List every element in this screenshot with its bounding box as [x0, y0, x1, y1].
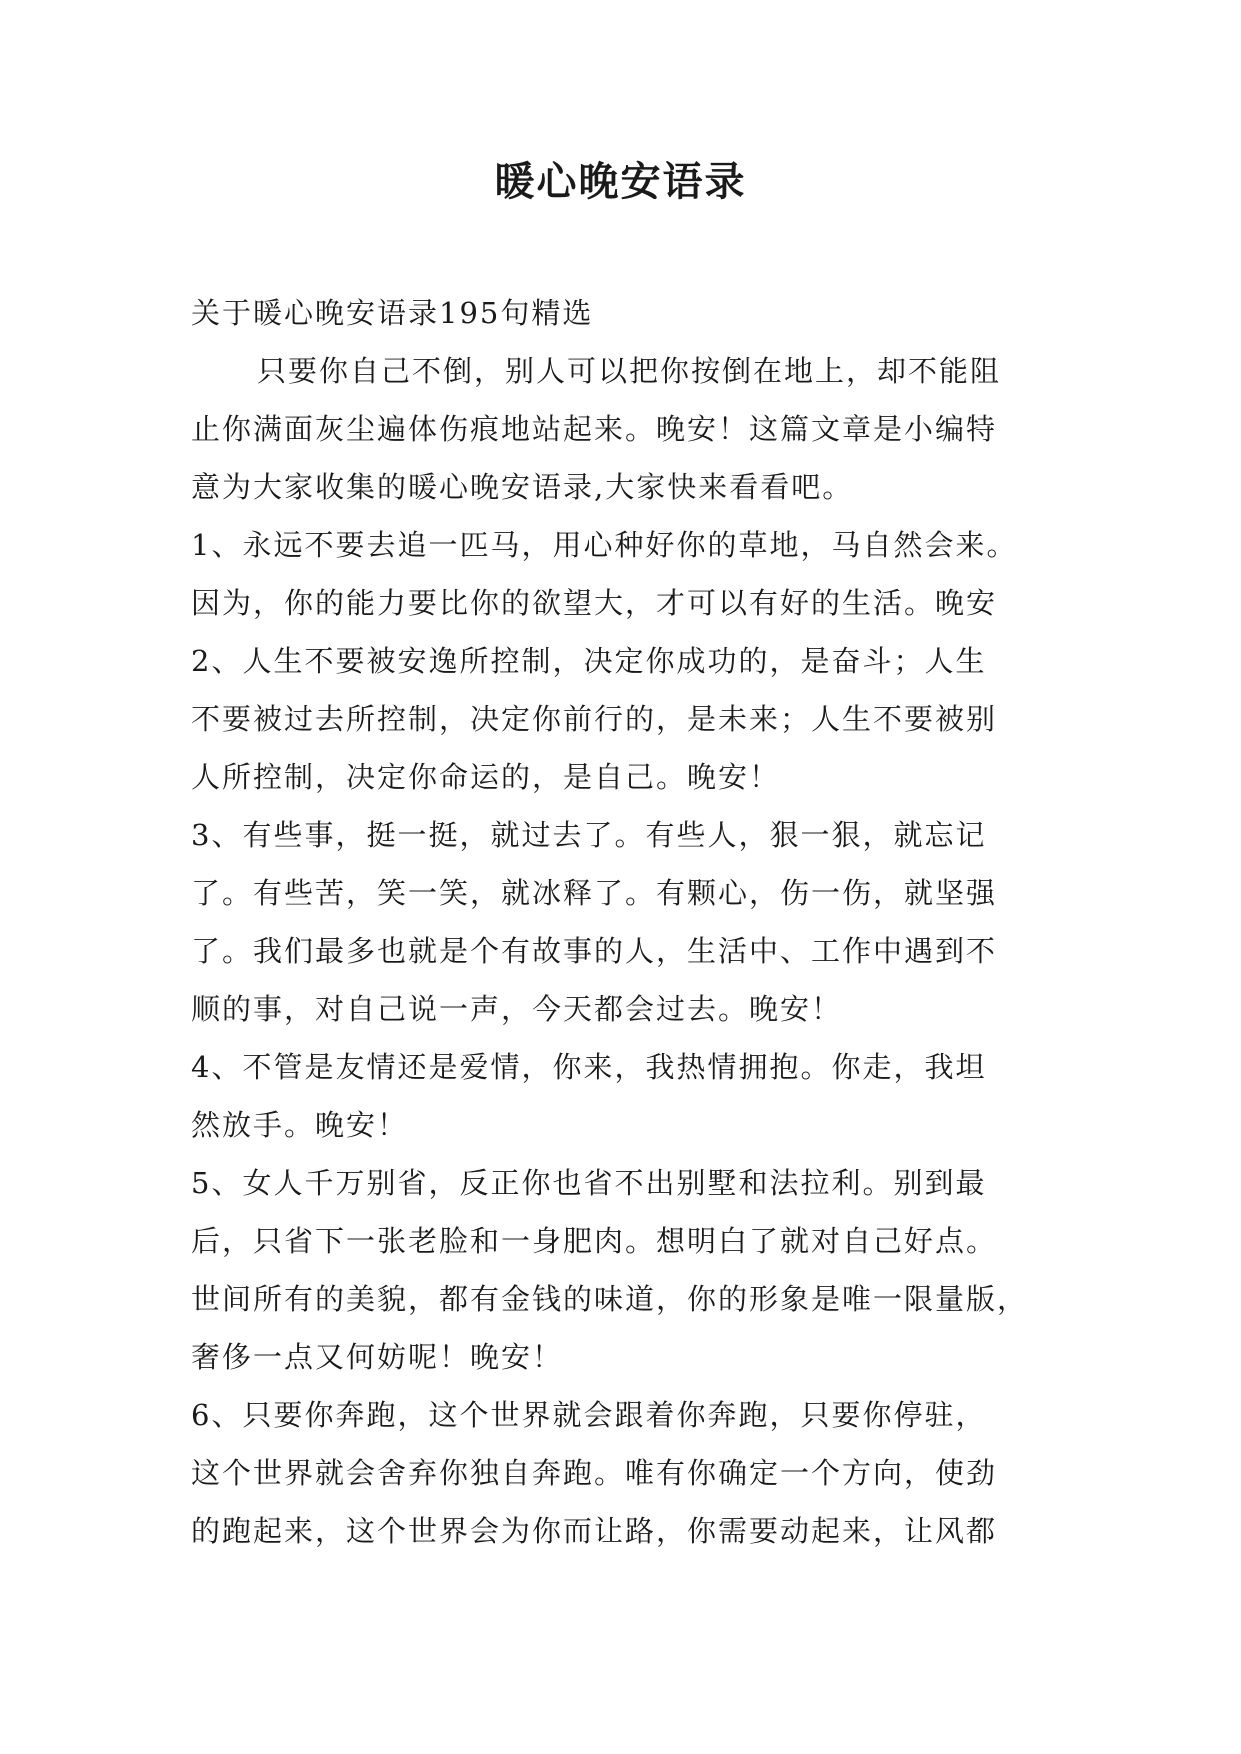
- quote-line: 的跑起来，这个世界会为你而让路，你需要动起来，让风都: [191, 1514, 998, 1548]
- quote-line: 世间所有的美貌，都有金钱的味道，你的形象是唯一限量版，: [191, 1282, 1029, 1316]
- quote-line: 后，只省下一张老脸和一身肥肉。想明白了就对自己好点。: [191, 1224, 998, 1258]
- intro-line: 意为大家收集的暖心晚安语录,大家快来看看吧。: [191, 470, 854, 504]
- quote-line: 人所控制，决定你命运的，是自己。晚安！: [191, 760, 781, 794]
- intro-line: 只要你自己不倒，别人可以把你按倒在地上，却不能阻: [257, 354, 1002, 388]
- quote-line: 了。我们最多也就是个有故事的人，生活中、工作中遇到不: [191, 934, 998, 968]
- quote-line: 6、只要你奔跑，这个世界就会跟着你奔跑，只要你停驻，: [191, 1398, 987, 1432]
- quote-line: 了。有些苦，笑一笑，就冰释了。有颗心，伤一伤，就坚强: [191, 876, 998, 910]
- quote-line: 3、有些事，挺一挺，就过去了。有些人，狠一狠，就忘记: [191, 818, 987, 852]
- page-title: 暖心晚安语录: [494, 158, 747, 205]
- document-body: [191, 284, 1071, 1560]
- intro-line: 止你满面灰尘遍体伤痕地站起来。晚安！这篇文章是小编特: [191, 412, 998, 446]
- quote-line: 这个世界就会舍弃你独自奔跑。唯有你确定一个方向，使劲: [191, 1456, 998, 1490]
- quote-line: 顺的事，对自己说一声，今天都会过去。晚安！: [191, 992, 843, 1026]
- quote-line: 2、人生不要被安逸所控制，决定你成功的，是奋斗；人生: [191, 644, 987, 678]
- quote-line: 然放手。晚安！: [191, 1108, 409, 1142]
- quote-line: 不要被过去所控制，决定你前行的，是未来；人生不要被别: [191, 702, 998, 736]
- quote-line: 4、不管是友情还是爱情，你来，我热情拥抱。你走，我坦: [191, 1050, 987, 1084]
- quote-line: 1、永远不要去追一匹马，用心种好你的草地，马自然会来。: [191, 528, 1018, 562]
- quote-line: 5、女人千万别省，反正你也省不出别墅和法拉利。别到最: [191, 1166, 987, 1200]
- subtitle-line: 关于暖心晚安语录195句精选: [191, 296, 594, 330]
- quote-line: 因为，你的能力要比你的欲望大，才可以有好的生活。晚安: [191, 586, 998, 620]
- quote-line: 奢侈一点又何妨呢！晚安！: [191, 1340, 564, 1374]
